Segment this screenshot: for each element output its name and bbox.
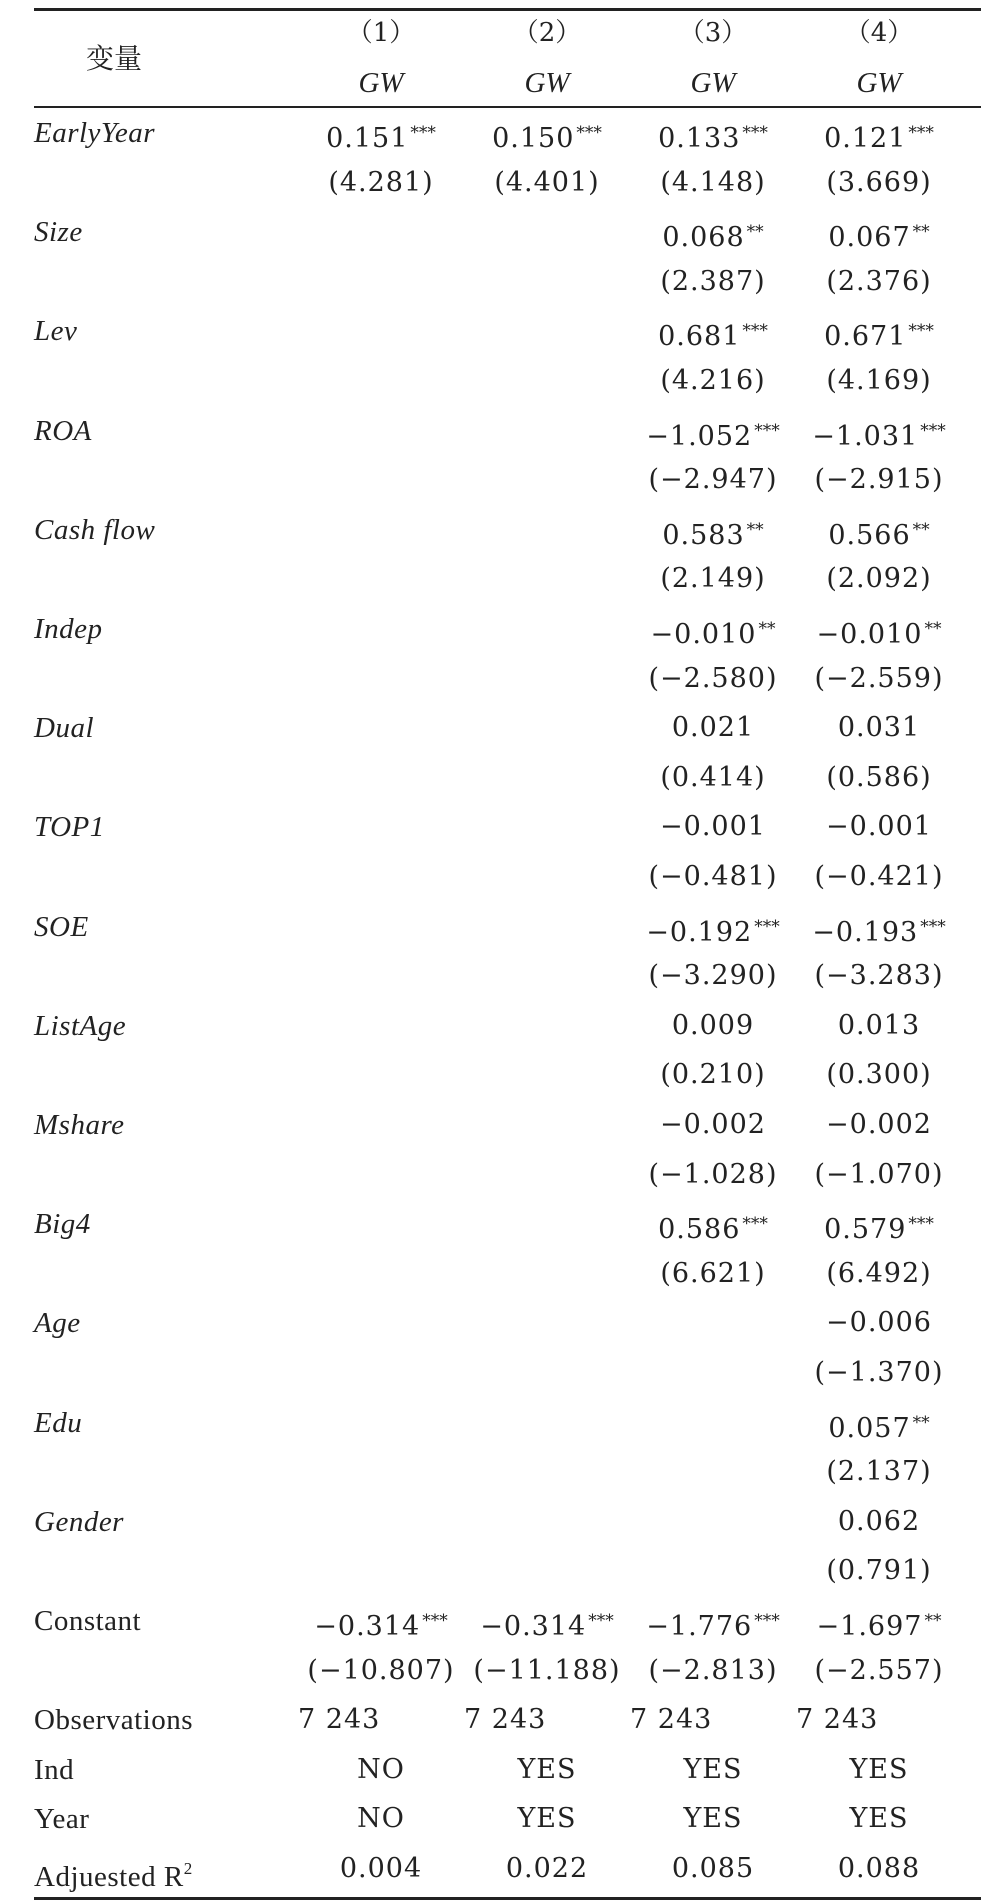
- t-statistic: (4.216): [660, 365, 766, 396]
- t-statistic: (−10.807): [307, 1654, 455, 1686]
- coefficient-cell: [630, 406, 796, 456]
- t-statistic: (0.300): [826, 1059, 932, 1091]
- coefficient-value: −0.002: [660, 1109, 766, 1140]
- coefficient-value: 0.671: [824, 321, 907, 353]
- significance-stars: ***: [742, 123, 768, 143]
- t-statistic: (−2.559): [814, 662, 944, 694]
- row-label: Edu: [34, 1406, 83, 1439]
- coefficient-value: 0.583: [662, 519, 745, 551]
- coefficient-cell: [630, 902, 796, 952]
- coefficient-cell: [630, 604, 796, 654]
- significance-stars: ***: [908, 123, 934, 143]
- coefficient-value: −1.776: [646, 1611, 753, 1642]
- coefficient-value: −0.010: [650, 619, 757, 650]
- t-statistic: (6.492): [826, 1257, 932, 1289]
- significance-stars: ***: [742, 1214, 768, 1235]
- coefficient-value: 0.031: [837, 712, 921, 744]
- coefficient-cell: [796, 306, 962, 356]
- significance-stars: ***: [754, 420, 780, 441]
- row-label: Indep: [34, 613, 103, 645]
- footer-label: [34, 1844, 294, 1894]
- t-statistic: (0.210): [660, 1059, 766, 1091]
- significance-stars: ***: [410, 123, 436, 143]
- row-label: Age: [34, 1307, 81, 1340]
- t-statistic: (2.376): [826, 265, 932, 297]
- coefficient-cell: [796, 1199, 962, 1249]
- footer-label: [34, 1794, 294, 1844]
- coefficient-value: −0.314: [480, 1611, 587, 1642]
- bottom-rule: [34, 1897, 981, 1900]
- footer-label: [34, 1695, 294, 1745]
- footer-value: 7 243: [630, 1704, 713, 1736]
- t-statistic: (−3.283): [814, 960, 944, 992]
- footer-value: 7 243: [298, 1704, 381, 1736]
- row-label: ListAge: [34, 1009, 127, 1042]
- significance-stars: **: [912, 519, 930, 540]
- coefficient-value: −0.193: [812, 916, 919, 948]
- column-dep-4: GW: [856, 67, 902, 99]
- coefficient-cell: [630, 207, 796, 257]
- coefficient-value: −0.001: [826, 811, 932, 843]
- row-label: Big4: [34, 1208, 91, 1241]
- significance-stars: **: [746, 519, 764, 540]
- significance-stars: ***: [588, 1611, 614, 1631]
- footer-value: YES: [849, 1753, 909, 1785]
- coefficient-cell: [796, 1497, 962, 1547]
- t-statistic: (4.401): [494, 166, 600, 198]
- row-label: Cash flow: [34, 513, 156, 546]
- t-statistic: (−2.557): [814, 1654, 944, 1686]
- significance-stars: ***: [422, 1611, 448, 1631]
- coefficient-value: 0.133: [658, 123, 741, 154]
- t-statistic: (−1.370): [814, 1357, 944, 1388]
- coefficient-value: 0.151: [326, 123, 409, 154]
- column-dep-3: GW: [690, 67, 736, 99]
- t-statistic: (−2.915): [814, 464, 944, 496]
- coefficient-value: 0.121: [824, 123, 907, 154]
- row-label: Size: [34, 216, 83, 249]
- footer-value: YES: [683, 1753, 743, 1785]
- coefficient-cell: [796, 1398, 962, 1448]
- row-label: EarlyYear: [34, 117, 156, 149]
- significance-stars: ***: [920, 420, 946, 441]
- coefficient-value: −1.052: [646, 420, 753, 452]
- significance-stars: **: [758, 619, 776, 639]
- coefficient-value: 0.067: [828, 222, 911, 254]
- significance-stars: **: [912, 1412, 930, 1433]
- coefficient-cell: [298, 1596, 464, 1646]
- coefficient-value: 0.013: [837, 1009, 921, 1041]
- coefficient-cell: [796, 1596, 962, 1646]
- coefficient-cell: [796, 1001, 962, 1051]
- coefficient-value: 0.062: [837, 1505, 921, 1537]
- t-statistic: (2.092): [826, 563, 932, 595]
- t-statistic: (−2.947): [648, 464, 778, 496]
- row-label: Dual: [34, 712, 94, 745]
- column-number-1: （1）: [346, 18, 416, 48]
- coefficient-value: −0.006: [826, 1307, 932, 1339]
- footer-value: 0.004: [339, 1853, 423, 1884]
- column-dep-2: GW: [524, 67, 570, 99]
- coefficient-cell: [630, 306, 796, 356]
- coefficient-value: −1.697: [816, 1611, 923, 1642]
- coefficient-value: 0.579: [824, 1214, 907, 1246]
- coefficient-value: 0.009: [671, 1009, 755, 1041]
- footer-label-text: Year: [34, 1803, 90, 1836]
- coefficient-cell: [630, 108, 796, 158]
- significance-stars: **: [746, 222, 764, 243]
- coefficient-value: 0.566: [828, 519, 911, 551]
- t-statistic: (−3.290): [648, 960, 778, 992]
- coefficient-cell: [796, 703, 962, 753]
- significance-stars: ***: [908, 321, 934, 342]
- t-statistic: (−11.188): [473, 1654, 621, 1686]
- coefficient-value: −0.010: [816, 619, 923, 650]
- t-statistic: (4.281): [328, 166, 434, 198]
- footer-value: YES: [683, 1803, 743, 1835]
- coefficient-cell: [298, 108, 464, 158]
- row-label: Gender: [34, 1505, 124, 1538]
- t-statistic: (−0.481): [648, 861, 778, 892]
- significance-stars: ***: [754, 1611, 780, 1631]
- coefficient-cell: [464, 1596, 630, 1646]
- significance-stars: ***: [754, 916, 780, 937]
- significance-stars: **: [924, 619, 942, 639]
- coefficient-cell: [630, 802, 796, 852]
- coefficient-value: 0.057: [828, 1412, 911, 1444]
- coefficient-cell: [796, 1100, 962, 1150]
- coefficient-cell: [630, 1001, 796, 1051]
- variable-header: 变量: [85, 42, 142, 75]
- coefficient-value: −0.192: [646, 916, 753, 948]
- coefficient-cell: [796, 902, 962, 952]
- significance-stars: **: [924, 1611, 942, 1631]
- t-statistic: (2.137): [826, 1456, 932, 1488]
- superscript: 2: [183, 1859, 193, 1878]
- coefficient-cell: [630, 505, 796, 555]
- row-label: TOP1: [34, 811, 105, 844]
- coefficient-value: −1.031: [812, 420, 919, 452]
- column-dep-1: GW: [358, 67, 404, 99]
- t-statistic: (−0.421): [814, 861, 944, 892]
- footer-value: 7 243: [796, 1704, 879, 1736]
- coefficient-cell: [796, 207, 962, 257]
- footer-value: 0.088: [837, 1853, 921, 1884]
- column-number-2: （2）: [512, 18, 582, 48]
- row-label: Lev: [34, 315, 78, 348]
- coefficient-value: −0.001: [660, 811, 766, 843]
- t-statistic: (−2.813): [648, 1654, 778, 1686]
- coefficient-value: 0.681: [658, 321, 741, 353]
- significance-stars: ***: [742, 321, 768, 342]
- coefficient-value: −0.002: [826, 1109, 932, 1140]
- row-label: ROA: [34, 414, 92, 447]
- coefficient-cell: [630, 1596, 796, 1646]
- coefficient-value: 0.021: [671, 712, 755, 744]
- footer-label-text: Adjuested R: [34, 1861, 184, 1893]
- coefficient-cell: [630, 703, 796, 753]
- footer-value: YES: [517, 1803, 577, 1835]
- footer-label-text: Ind: [34, 1753, 75, 1786]
- row-label: SOE: [34, 910, 89, 943]
- t-statistic: (0.414): [660, 761, 766, 793]
- t-statistic: (6.621): [660, 1257, 766, 1289]
- coefficient-cell: [796, 604, 962, 654]
- t-statistic: (−2.580): [648, 662, 778, 694]
- t-statistic: (0.586): [826, 761, 932, 793]
- coefficient-value: 0.586: [658, 1214, 741, 1246]
- footer-value: YES: [517, 1753, 577, 1785]
- coefficient-cell: [630, 1100, 796, 1150]
- coefficient-cell: [796, 802, 962, 852]
- row-label: Mshare: [34, 1109, 125, 1141]
- t-statistic: (2.149): [660, 563, 766, 595]
- t-statistic: (4.169): [826, 365, 932, 396]
- footer-value: 0.022: [505, 1853, 589, 1884]
- t-statistic: (−1.070): [814, 1158, 944, 1190]
- footer-value: YES: [849, 1803, 909, 1835]
- row-label: Constant: [34, 1605, 142, 1637]
- significance-stars: ***: [576, 123, 602, 143]
- column-number-3: （3）: [678, 18, 748, 48]
- t-statistic: (2.387): [660, 265, 766, 297]
- coefficient-cell: [796, 505, 962, 555]
- footer-value: 7 243: [464, 1704, 547, 1736]
- t-statistic: (−1.028): [648, 1158, 778, 1190]
- coefficient-value: 0.068: [662, 222, 745, 254]
- t-statistic: (4.148): [660, 166, 766, 198]
- footer-value: NO: [357, 1753, 405, 1785]
- footer-value: 0.085: [671, 1853, 755, 1884]
- footer-label-text: Observations: [34, 1704, 194, 1737]
- column-number-4: （4）: [844, 18, 914, 48]
- significance-stars: ***: [920, 916, 946, 937]
- footer-label: [34, 1745, 294, 1795]
- coefficient-cell: [796, 108, 962, 158]
- coefficient-cell: [796, 1298, 962, 1348]
- coefficient-value: −0.314: [314, 1611, 421, 1642]
- coefficient-cell: [796, 406, 962, 456]
- significance-stars: **: [912, 222, 930, 243]
- coefficient-cell: [630, 1199, 796, 1249]
- significance-stars: ***: [908, 1214, 934, 1235]
- coefficient-cell: [464, 108, 630, 158]
- t-statistic: (0.791): [826, 1555, 932, 1587]
- t-statistic: (3.669): [826, 166, 932, 198]
- coefficient-value: 0.150: [492, 123, 575, 154]
- footer-value: NO: [357, 1803, 405, 1835]
